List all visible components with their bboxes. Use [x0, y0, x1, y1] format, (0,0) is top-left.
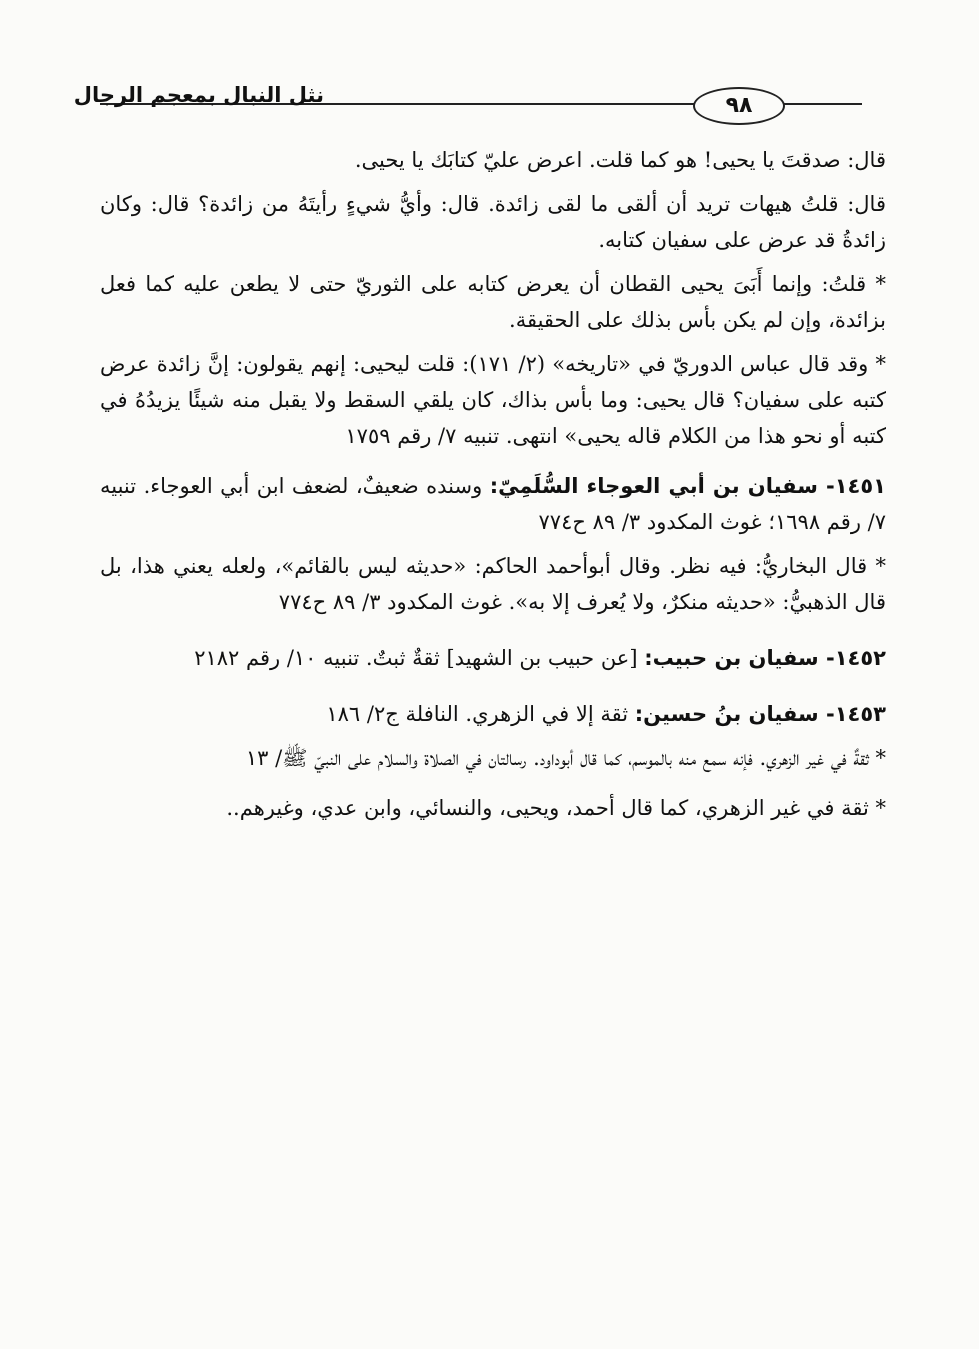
- paragraph-text: * وقد قال عباس الدوريّ في «تاريخه» (٢/ ١٧١): قلت ليحيى: إنهم يقولون: إنَّ زائدة عرض كتبه على سفيان؟ قال يحيى: وما بأس بذاك، كان يلقي السقط ولا يقبل منه شيئًا يزيدُهُ في كتبه أو نحو هذا من الكلام قاله يحيى» انتهى. تنبيه ٧/ رقم ١٧٥٩: [100, 352, 886, 448]
- entry-text: وسنده ضعيفٌ، لضعف ابن أبي العوجاء. تنبيه ٧/ رقم ١٦٩٨؛ غوث المكدود ٣/ ٨٩ ح٧٧٤: [100, 474, 886, 534]
- entry-heading: ١٤٥١- سفيان بن أبي العوجاء السُّلَمِيّ:: [489, 474, 886, 498]
- paragraph-text: قال: قلتُ هيهات تريد أن ألقى ما لقى زائدة. قال: وأيُّ شيءٍ رأيتَهُ من زائدة؟ قال: وكان زائدةُ قد عرض على سفيان كتابه.: [100, 192, 886, 252]
- paragraph-1: [100, 142, 886, 178]
- entry-heading: ١٤٥٣- سفيان بنُ حسين:: [634, 702, 886, 726]
- paragraph-text: * قال البخاريُّ: فيه نظر. وقال أبوأحمد الحاكم: «حديثه ليس بالقائم»، ولعله يعني هذا، بل قال الذهبيُّ: «حديثه منكرٌ، ولا يُعرف إلا به». غوث المكدود ٣/ ٨٩ ح٧٧٤: [100, 554, 886, 614]
- running-header-title: نثل النبال بمعجم الرجال: [73, 83, 324, 107]
- entry-1452: [100, 640, 886, 676]
- paragraph-4: [100, 346, 886, 454]
- entry-1453: [100, 696, 886, 732]
- paragraph-text: * ثقة في غير الزهري، كما قال أحمد، ويحيى، والنسائي، وابن عدي، وغيرهم..: [226, 796, 886, 820]
- entry-1451: [100, 468, 886, 540]
- paragraph-6: [100, 548, 886, 620]
- paragraph-2: [100, 186, 886, 258]
- entry-text: ثقة إلا في الزهري. النافلة ج٢/ ١٨٦: [326, 702, 635, 726]
- paragraph-9: [100, 740, 886, 776]
- page-number: ٩٨: [693, 87, 785, 125]
- paragraph-3: [100, 266, 886, 338]
- paragraph-10: [100, 790, 886, 826]
- body-text: [100, 142, 886, 826]
- paragraph-text: * ثقةٌ في غير الزهري. فإنه سمع منه بالموسم، كما قال أبوداود. رسالتان في الصلاة والسلام على النبيّ ﷺ/ ١٣: [245, 746, 886, 770]
- entry-text: [عن حبيب بن الشهيد] ثقةٌ ثبتٌ. تنبيه ١٠/ رقم ٢١٨٢: [194, 646, 645, 670]
- entry-heading: ١٤٥٢- سفيان بن حبيب:: [644, 646, 886, 670]
- paragraph-text: قال: صدقتَ يا يحيى! هو كما قلت. اعرض عليّ كتابَك يا يحيى.: [354, 148, 886, 172]
- paragraph-text: * قلتُ: وإنما أَبَىَ يحيى القطان أن يعرض كتابه على الثوريّ حتى لا يطعن عليه كما فعل بزائدة، وإن لم يكن بأس بذلك على الحقيقة.: [100, 272, 886, 332]
